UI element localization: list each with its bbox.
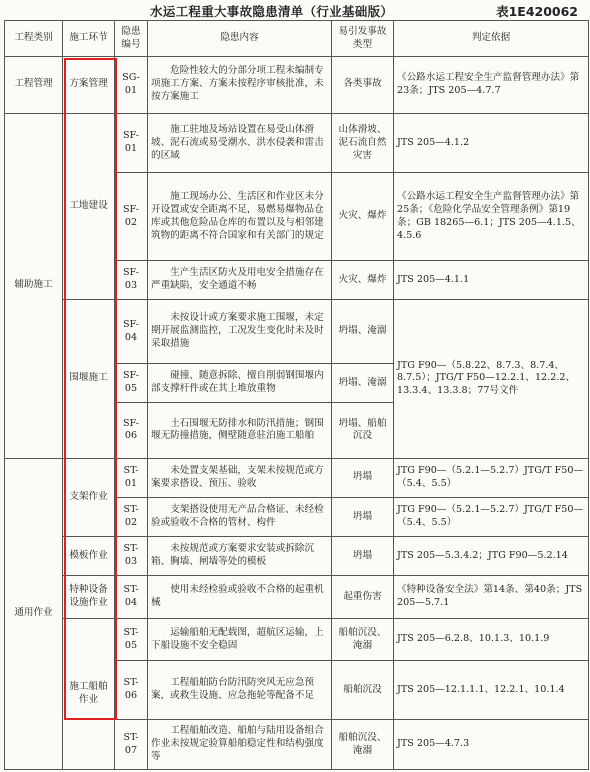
accident-cell: 火灾、爆炸 [332, 173, 394, 261]
accident-cell: 坍塌 [332, 497, 394, 536]
category-cell: 辅助施工 [5, 113, 63, 458]
basis-cell: 《特种设备安全法》第14条、第40条；JTS 205—5.7.1 [394, 576, 589, 619]
code-cell: SF-03 [115, 260, 148, 299]
code-cell: ST-06 [115, 660, 148, 720]
code-cell: SF-01 [115, 113, 148, 173]
step-cell: 方案管理 [63, 57, 115, 114]
content-cell: 土石围堰无防排水和防汛措施；钢围堰无防撞措施，侧壁随意驻泊施工船舶 [148, 403, 332, 459]
table-row [5, 57, 589, 114]
header-category: 工程类别 [5, 21, 63, 57]
table-header-row [5, 21, 589, 57]
basis-cell: JTS 205—5.3.4.2；JTG F90—5.2.14 [394, 537, 589, 576]
content-cell: 施工驻地及场站设置在易受山体滑坡、泥石流或易受潮水、洪水侵袭和雷击的区域 [148, 113, 332, 173]
basis-cell: JTS 205—4.1.1 [394, 260, 589, 299]
step-cell: 围堰施工 [63, 300, 115, 459]
table-row [5, 113, 589, 173]
basis-cell: JTS 205—4.1.2 [394, 113, 589, 173]
header-code: 隐患编号 [115, 21, 148, 57]
content-cell: 施工现场办公、生活区和作业区未分开设置或安全距离不足，易燃易爆物品仓库或其他危险品仓库的布置以及与相邻建筑物的距离不符合国家和有关部门的规定 [148, 173, 332, 261]
accident-cell: 坍塌 [332, 458, 394, 497]
table-row [5, 300, 589, 364]
content-cell: 工程船舶防台防汛防突风无应急预案，或救生设施、应急拖轮等配备不足 [148, 660, 332, 720]
content-cell: 使用未经检验或验收不合格的起重机械 [148, 576, 332, 619]
accident-cell: 船舶沉没、淹溺 [332, 720, 394, 770]
step-cell: 工地建设 [63, 113, 115, 299]
content-cell: 支架搭设使用无产品合格证、未经检验或验收不合格的管材、构件 [148, 497, 332, 536]
accident-cell: 火灾、爆炸 [332, 260, 394, 299]
content-cell: 未按设计或方案要求施工围堰，未定期开展监测监控，工况发生变化时未及时采取措施 [148, 300, 332, 364]
code-cell: ST-03 [115, 537, 148, 576]
content-cell: 碰撞、随意拆除、擅自削弱钢围堰内部支撑杆件或在其上堆放重物 [148, 364, 332, 403]
header-basis: 判定依据 [394, 21, 589, 57]
table-number: 表1E420062 [496, 4, 578, 19]
code-cell: ST-07 [115, 720, 148, 770]
basis-cell: 《公路水运工程安全生产监督管理办法》第25条；《危险化学品安全管理条例》第19条；GB 18265—6.1；JTS 205—4.1.5、4.5.6 [394, 173, 589, 261]
accident-cell: 坍塌、船舶沉没 [332, 403, 394, 459]
basis-cell: JTG F90—（5.2.1—5.2.7）JTG/T F50—（5.4、5.5） [394, 458, 589, 497]
code-cell: ST-01 [115, 458, 148, 497]
category-cell: 工程管理 [5, 57, 63, 114]
accident-cell: 船舶沉没 [332, 660, 394, 720]
table-row [5, 619, 589, 660]
accident-cell: 坍塌、淹溺 [332, 300, 394, 364]
header-accident: 易引发事故类型 [332, 21, 394, 57]
code-cell: SF-04 [115, 300, 148, 364]
accident-cell: 山体滑坡、泥石流自然灾害 [332, 113, 394, 173]
content-cell: 运输船舶无配载图，超航区运输，上下船设施不安全稳固 [148, 619, 332, 660]
accident-cell: 坍塌 [332, 537, 394, 576]
basis-cell: JTS 205—4.7.3 [394, 720, 589, 770]
header-content: 隐患内容 [148, 21, 332, 57]
basis-cell: JTS 205—12.1.1.1、12.2.1、10.1.4 [394, 660, 589, 720]
code-cell: SF-06 [115, 403, 148, 459]
step-cell: 特种设备设施作业 [63, 576, 115, 619]
category-cell: 通用作业 [5, 458, 63, 769]
step-cell: 施工船舶作业 [63, 619, 115, 770]
step-cell: 支架作业 [63, 458, 115, 536]
code-cell: SF-05 [115, 364, 148, 403]
document-title: 水运工程重大事故隐患清单（行业基础版） [150, 4, 394, 19]
content-cell: 工程船舶改造、船舶与陆用设备组合作业未按规定验算船舶稳定性和结构强度等 [148, 720, 332, 770]
code-cell: SF-02 [115, 173, 148, 261]
content-cell: 生产生活区防火及用电安全措施存在严重缺陷，安全通道不畅 [148, 260, 332, 299]
code-cell: ST-04 [115, 576, 148, 619]
content-cell: 未按规范或方案要求安装或拆除沉箱、胸墙、闸墙等处的模板 [148, 537, 332, 576]
basis-cell: JTS 205—6.2.8、10.1.3、10.1.9 [394, 619, 589, 660]
content-cell: 未处置支架基础，支架未按规范或方案要求搭设、预压、验收 [148, 458, 332, 497]
accident-cell: 船舶沉没、淹溺 [332, 619, 394, 660]
accident-cell: 各类事故 [332, 57, 394, 114]
table-row [5, 537, 589, 576]
hazard-table [4, 20, 589, 770]
accident-cell: 起重伤害 [332, 576, 394, 619]
table-row [5, 458, 589, 497]
basis-cell: JTG F90—（5.2.1—5.2.7）JTG/T F50—（5.4、5.5） [394, 497, 589, 536]
content-cell: 危险性较大的分部分项工程未编制专项施工方案、方案未按程序审核批准，未按方案施工 [148, 57, 332, 114]
basis-cell: JTG F90—（5.8.22、8.7.3、8.7.4、8.7.5）；JTG/T F50—12.2.1、12.2.2、13.3.4、13.3.8；77号文件 [394, 300, 589, 459]
code-cell: ST-05 [115, 619, 148, 660]
basis-cell: 《公路水运工程安全生产监督管理办法》第23条；JTS 205—4.7.7 [394, 57, 589, 114]
code-cell: ST-02 [115, 497, 148, 536]
title-row [0, 0, 590, 20]
accident-cell: 坍塌、淹溺 [332, 364, 394, 403]
step-cell: 模板作业 [63, 537, 115, 576]
code-cell: SG-01 [115, 57, 148, 114]
table-row [5, 576, 589, 619]
header-step: 施工环节 [63, 21, 115, 57]
